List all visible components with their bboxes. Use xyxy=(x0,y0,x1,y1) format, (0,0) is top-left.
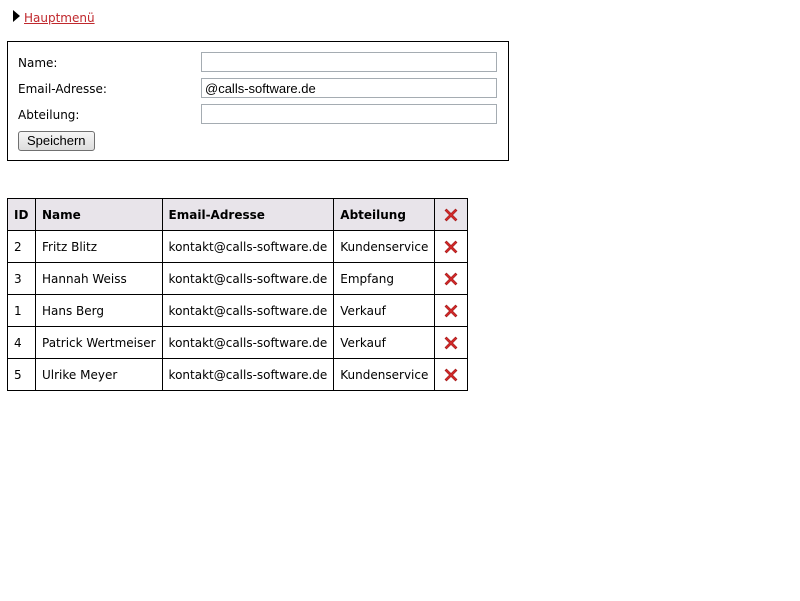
cell-id: 4 xyxy=(8,327,36,359)
main-menu-nav xyxy=(13,10,95,26)
name-input[interactable] xyxy=(201,52,497,72)
cell-email: kontakt@calls-software.de xyxy=(162,359,334,391)
cell-delete xyxy=(435,231,468,263)
delete-x-icon[interactable] xyxy=(442,238,460,256)
cell-name: Fritz Blitz xyxy=(36,231,163,263)
cell-name: Hans Berg xyxy=(36,295,163,327)
header-department: Abteilung xyxy=(334,199,435,231)
cell-delete xyxy=(435,295,468,327)
table-row xyxy=(8,295,468,327)
cell-name: Hannah Weiss xyxy=(36,263,163,295)
employee-table xyxy=(7,198,468,391)
table-header-row xyxy=(8,199,468,231)
table-body xyxy=(8,231,468,391)
table-row xyxy=(8,359,468,391)
delete-x-icon[interactable] xyxy=(442,334,460,352)
header-name: Name xyxy=(36,199,163,231)
cell-id: 1 xyxy=(8,295,36,327)
table-row xyxy=(8,327,468,359)
cell-delete xyxy=(435,263,468,295)
employee-form xyxy=(7,41,509,161)
cell-delete xyxy=(435,327,468,359)
cell-department: Kundenservice xyxy=(334,231,435,263)
table-row xyxy=(8,263,468,295)
email-label: Email-Adresse: xyxy=(18,82,107,96)
cell-email: kontakt@calls-software.de xyxy=(162,231,334,263)
cell-id: 3 xyxy=(8,263,36,295)
cell-name: Patrick Wertmeiser xyxy=(36,327,163,359)
delete-x-icon[interactable] xyxy=(442,302,460,320)
cell-department: Kundenservice xyxy=(334,359,435,391)
cell-department: Verkauf xyxy=(334,295,435,327)
cell-department: Empfang xyxy=(334,263,435,295)
header-id: ID xyxy=(8,199,36,231)
cell-id: 5 xyxy=(8,359,36,391)
department-input[interactable] xyxy=(201,104,497,124)
header-delete xyxy=(435,199,468,231)
cell-name: Ulrike Meyer xyxy=(36,359,163,391)
delete-x-icon[interactable] xyxy=(442,270,460,288)
name-label: Name: xyxy=(18,56,58,70)
table-row xyxy=(8,231,468,263)
cell-email: kontakt@calls-software.de xyxy=(162,327,334,359)
delete-x-icon[interactable] xyxy=(442,366,460,384)
triangle-right-icon xyxy=(13,10,20,22)
header-email: Email-Adresse xyxy=(162,199,334,231)
cell-delete xyxy=(435,359,468,391)
department-label: Abteilung: xyxy=(18,108,80,122)
cell-email: kontakt@calls-software.de xyxy=(162,295,334,327)
save-button[interactable]: Speichern xyxy=(18,131,95,151)
cell-department: Verkauf xyxy=(334,327,435,359)
cell-id: 2 xyxy=(8,231,36,263)
delete-all-icon[interactable] xyxy=(442,206,460,224)
cell-email: kontakt@calls-software.de xyxy=(162,263,334,295)
email-input[interactable] xyxy=(201,78,497,98)
main-menu-link[interactable]: Hauptmenü xyxy=(24,11,95,25)
